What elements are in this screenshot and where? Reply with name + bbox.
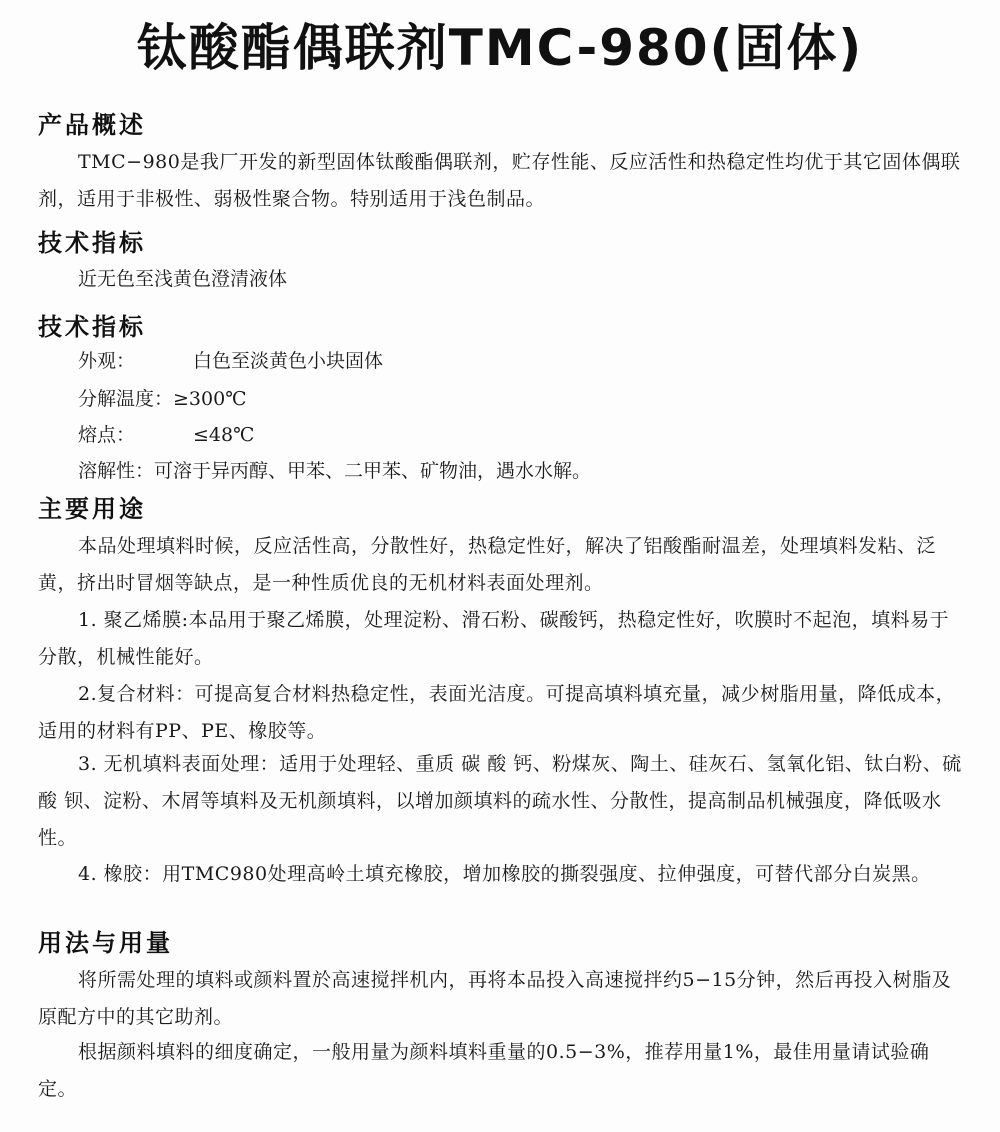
spec-label: 熔点： [78, 424, 136, 446]
usage-p2: 根据颜料填料的细度确定，一般用量为颜料填料重量的0.5−3%，推荐用量1%，最佳用量请试验确定。 [38, 1041, 930, 1100]
uses-item-3: 3. 无机填料表面处理：适用于处理轻、重质 碳 酸 钙、粉煤灰、陶土、硅灰石、氢氧化铝、钛白粉、硫 酸 钡、淀粉、木屑等填料及无机颜填料，以增加颜填料的疏水性、分散性，提高制品机械强度，降低吸水性。 [38, 753, 962, 849]
spec-value: ≥300℃ [173, 388, 247, 410]
overview-text: TMC−980是我厂开发的新型固体钛酸酯偶联剂，贮存性能、反应活性和热稳定性均优于其它固体偶联剂，适用于非极性、弱极性聚合物。特别适用于浅色制品。 [38, 151, 961, 210]
usage-p1: 将所需处理的填料或颜料置於高速搅拌机内，再将本品投入高速搅拌约5−15分钟，然后再投入树脂及原配方中的其它助剂。 [38, 969, 952, 1028]
tech1-heading: 技术指标 [38, 229, 146, 257]
uses-item-4: 4. 橡胶：用TMC980处理高岭土填充橡胶，增加橡胶的撕裂强度、拉伸强度，可替代部分白炭黑。 [78, 863, 931, 885]
page-title: 钛酸酯偶联剂TMC-980(固体) [136, 19, 864, 77]
usage-heading: 用法与用量 [38, 929, 173, 957]
spec-row-decomposition [78, 384, 246, 414]
tech2-heading: 技术指标 [38, 313, 146, 341]
spec-value: ≤48℃ [193, 424, 255, 446]
uses-intro: 本品处理填料时候，反应活性高，分散性好，热稳定性好，解决了铝酸酯耐温差，处理填料发粘、泛黄，挤出时冒烟等缺点，是一种性质优良的无机材料表面处理剂。 [38, 535, 937, 594]
spec-label: 外观： [78, 350, 136, 372]
spec-label: 溶解性： [78, 460, 155, 482]
spec-row-appearance [78, 346, 383, 376]
uses-item-2: 2.复合材料：可提高复合材料热稳定性，表面光洁度。可提高填料填充量，减少树脂用量，降低成本，适用的材料有PP、PE、橡胶等。 [38, 683, 956, 742]
uses-heading: 主要用途 [38, 495, 146, 523]
uses-item-1: 1. 聚乙烯膜:本品用于聚乙烯膜，处理淀粉、滑石粉、碳酸钙，热稳定性好，吹膜时不起泡，填料易于分散，机械性能好。 [38, 609, 950, 668]
tech1-text: 近无色至浅黄色澄清液体 [78, 268, 288, 290]
spec-value: 白色至淡黄色小块固体 [193, 350, 384, 372]
spec-row-solubility [78, 456, 591, 486]
overview-heading: 产品概述 [38, 111, 146, 139]
spec-value: 可溶于异丙醇、甲苯、二甲苯、矿物油，遇水水解。 [154, 460, 592, 482]
spec-row-melting-point [78, 420, 254, 450]
spec-label: 分解温度： [78, 388, 174, 410]
